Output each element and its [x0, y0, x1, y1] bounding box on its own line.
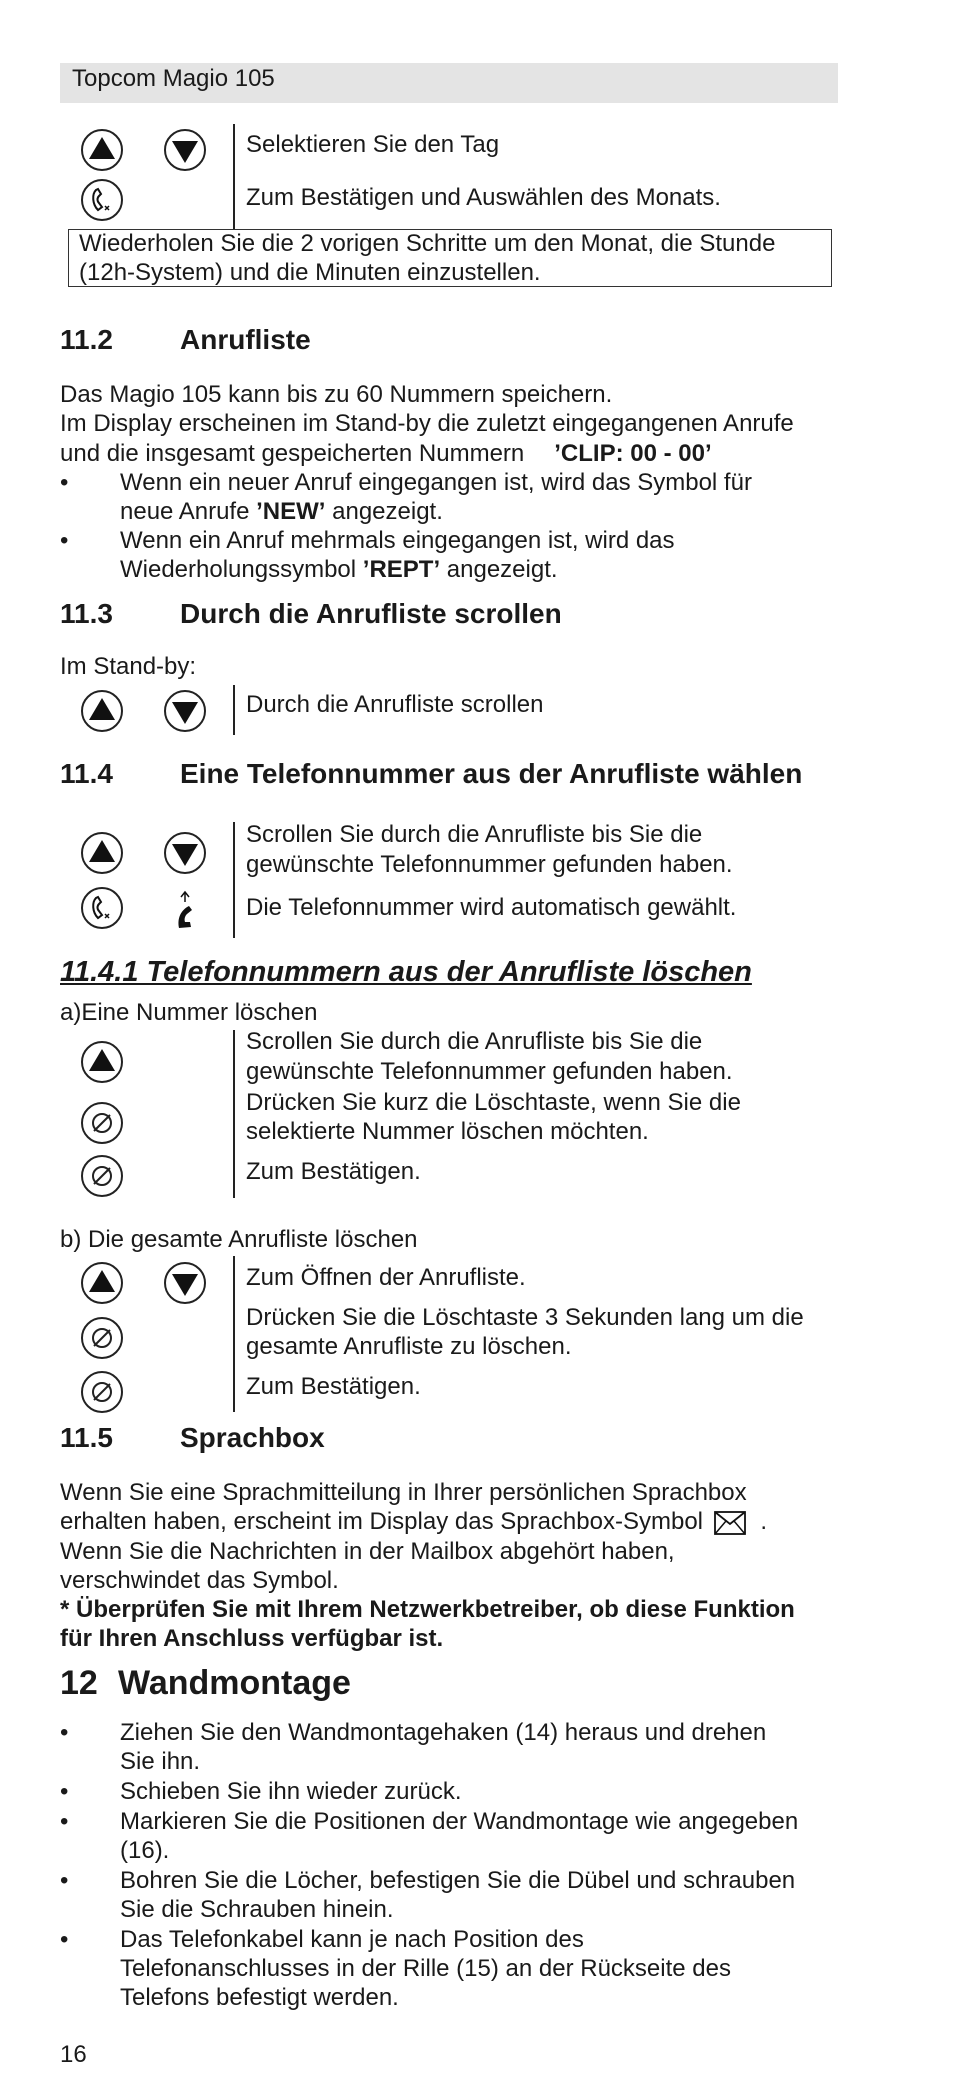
bullet-marker: •: [60, 469, 69, 496]
paragraph-line: [60, 439, 712, 469]
paragraph-line: verschwindet das Symbol.: [60, 1567, 339, 1594]
note-line: (12h-System) und die Minuten einzustellen.: [79, 259, 541, 286]
handset-dial-icon: [165, 888, 205, 932]
section-title: Eine Telefonnummer aus der Anrufliste wählen: [180, 758, 803, 789]
delete-icon: [80, 1370, 124, 1414]
section-number: 11.5: [60, 1422, 113, 1453]
availability-note: für Ihren Anschluss verfügbar ist.: [60, 1625, 444, 1652]
bullet-marker: •: [60, 1867, 69, 1894]
bullet-marker: •: [60, 1808, 69, 1835]
arrow-down-icon: [163, 128, 207, 172]
table-row-text: selektierte Nummer löschen möchten.: [246, 1118, 649, 1145]
bullet-line: Wenn ein neuer Anruf eingegangen ist, wird das Symbol für: [120, 469, 752, 496]
table-divider: [233, 685, 235, 735]
table-row-text: Durch die Anrufliste scrollen: [246, 691, 544, 718]
chapter-number: 12: [60, 1664, 98, 1702]
table-row-text: Zum Öffnen der Anrufliste.: [246, 1264, 526, 1291]
paragraph-line: Das Magio 105 kann bis zu 60 Nummern speichern.: [60, 381, 613, 408]
bullet-line: Ziehen Sie den Wandmontagehaken (14) heraus und drehen: [120, 1719, 767, 1746]
availability-note: * Überprüfen Sie mit Ihrem Netzwerkbetreiber, ob diese Funktion: [60, 1596, 795, 1623]
section-title: Sprachbox: [180, 1422, 325, 1453]
bullet-marker: •: [60, 527, 69, 554]
table-row-text: Die Telefonnummer wird automatisch gewählt.: [246, 894, 737, 921]
bullet-marker: •: [60, 1778, 69, 1805]
subsection-label: a)Eine Nummer löschen: [60, 999, 318, 1026]
table-divider: [233, 124, 235, 230]
bullet-marker: •: [60, 1719, 69, 1746]
section-title: Durch die Anrufliste scrollen: [180, 598, 562, 629]
page-number: 16: [60, 2041, 87, 2068]
bullet-line: [120, 497, 443, 527]
table-row-text: Drücken Sie kurz die Löschtaste, wenn Sie die: [246, 1089, 741, 1116]
paragraph-text: .: [760, 1508, 768, 1535]
paragraph-line: Im Stand-by:: [60, 653, 197, 680]
subsection-label: b) Die gesamte Anrufliste löschen: [60, 1226, 418, 1253]
table-row-text: Selektieren Sie den Tag: [246, 131, 500, 158]
bullet-line: Sie die Schrauben hinein.: [120, 1896, 394, 1923]
arrow-up-icon: [80, 689, 124, 733]
note-line: Wiederholen Sie die 2 vorigen Schritte um den Monat, die Stunde: [79, 230, 776, 257]
section-number: 11.3: [60, 598, 113, 629]
mailbox-envelope-icon: [714, 1511, 746, 1535]
table-divider: [233, 822, 235, 938]
paragraph-line: Wenn Sie eine Sprachmitteilung in Ihrer persönlichen Sprachbox: [60, 1479, 747, 1506]
bullet-line: Wenn ein Anruf mehrmals eingegangen ist, wird das: [120, 527, 675, 554]
bullet-line: Bohren Sie die Löcher, befestigen Sie die Dübel und schrauben: [120, 1867, 796, 1894]
section-title: Anrufliste: [180, 324, 311, 355]
arrow-up-icon: [80, 1261, 124, 1305]
bullet-line: (16).: [120, 1837, 170, 1864]
table-row-text: Zum Bestätigen und Auswählen des Monats.: [246, 184, 721, 211]
bullet-line: Schieben Sie ihn wieder zurück.: [120, 1778, 462, 1805]
clip-display-text: ’CLIP: 00 - 00’: [554, 440, 712, 467]
phone-icon: [80, 886, 124, 930]
bullet-marker: •: [60, 1926, 69, 1953]
bullet-line: [120, 555, 558, 585]
arrow-up-icon: [80, 1040, 124, 1084]
delete-icon: [80, 1101, 124, 1145]
phone-icon: [80, 178, 124, 222]
table-row-text: Scrollen Sie durch die Anrufliste bis Sie die: [246, 1028, 703, 1055]
delete-icon: [80, 1316, 124, 1360]
bullet-line: Das Telefonkabel kann je nach Position des: [120, 1926, 584, 1953]
rept-symbol-text: ’REPT’: [362, 556, 441, 583]
bullet-text: Wiederholungssymbol: [120, 556, 363, 583]
subsection-title: 11.4.1 Telefonnummern aus der Anrufliste löschen: [60, 956, 752, 988]
bullet-line: Telefons befestigt werden.: [120, 1984, 399, 2011]
table-divider: [233, 1030, 235, 1198]
paragraph-text: und die insgesamt gespeicherten Nummern: [60, 440, 525, 467]
table-row-text: Scrollen Sie durch die Anrufliste bis Sie die: [246, 821, 703, 848]
paragraph-line: Wenn Sie die Nachrichten in der Mailbox abgehört haben,: [60, 1538, 675, 1565]
table-divider: [233, 1256, 235, 1412]
section-number: 11.2: [60, 324, 113, 355]
table-row-text: Zum Bestätigen.: [246, 1158, 421, 1185]
bullet-text: neue Anrufe: [120, 498, 257, 525]
arrow-up-icon: [80, 831, 124, 875]
new-symbol-text: ’NEW’: [256, 498, 326, 525]
bullet-line: Sie ihn.: [120, 1748, 201, 1775]
paragraph-line: [60, 1507, 767, 1537]
table-row-text: gesamte Anrufliste zu löschen.: [246, 1333, 572, 1360]
bullet-text: angezeigt.: [325, 498, 443, 525]
arrow-down-icon: [163, 831, 207, 875]
arrow-down-icon: [163, 689, 207, 733]
chapter-title: Wandmontage: [118, 1664, 351, 1702]
section-number: 11.4: [60, 758, 113, 789]
paragraph-text: erhalten haben, erscheint im Display das Sprachbox-Symbol: [60, 1508, 703, 1535]
header-title: Topcom Magio 105: [72, 65, 275, 92]
paragraph-line: Im Display erscheinen im Stand-by die zuletzt eingegangenen Anrufe: [60, 410, 794, 437]
arrow-down-icon: [163, 1261, 207, 1305]
bullet-text: angezeigt.: [440, 556, 558, 583]
bullet-line: Telefonanschlusses in der Rille (15) an der Rückseite des: [120, 1955, 731, 1982]
table-row-text: Drücken Sie die Löschtaste 3 Sekunden lang um die: [246, 1304, 804, 1331]
bullet-line: Markieren Sie die Positionen der Wandmontage wie angegeben: [120, 1808, 799, 1835]
delete-icon: [80, 1154, 124, 1198]
table-row-text: Zum Bestätigen.: [246, 1373, 421, 1400]
table-row-text: gewünschte Telefonnummer gefunden haben.: [246, 851, 733, 878]
table-row-text: gewünschte Telefonnummer gefunden haben.: [246, 1058, 733, 1085]
arrow-up-icon: [80, 128, 124, 172]
